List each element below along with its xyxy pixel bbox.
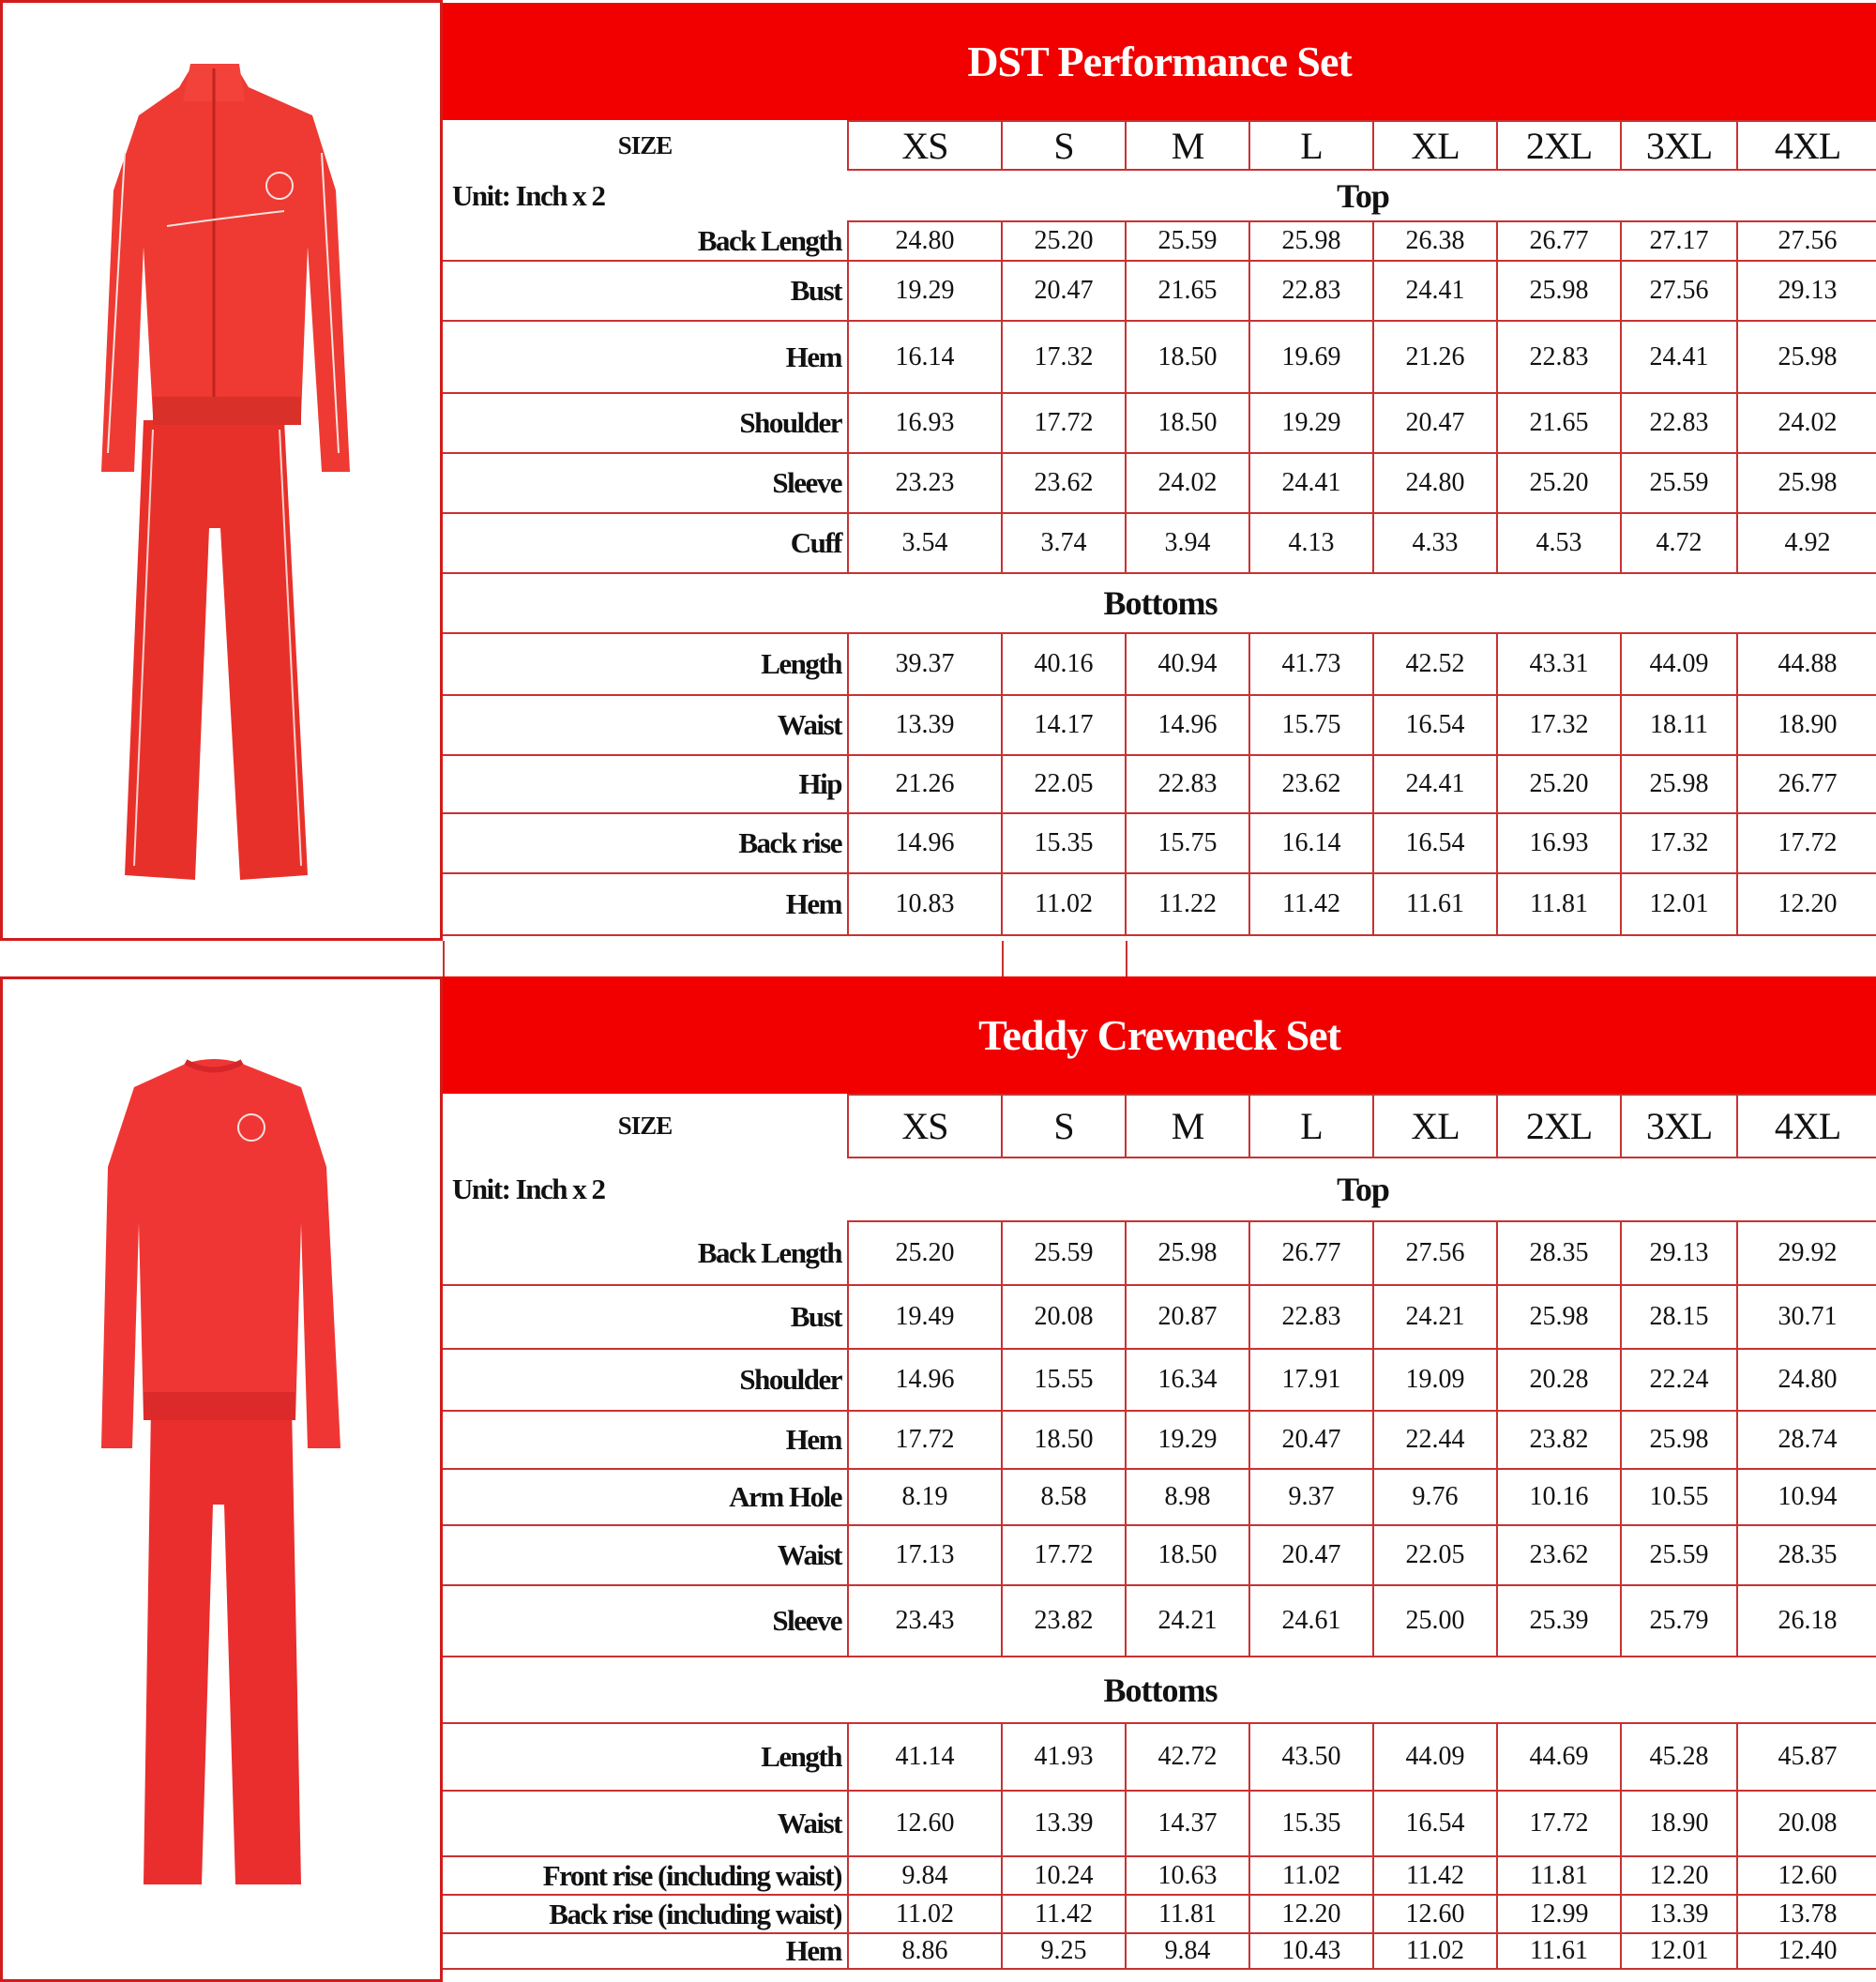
cell: 26.38 — [1373, 221, 1497, 261]
cell: 17.72 — [1002, 1525, 1126, 1585]
bottoms-section-label: Bottoms — [443, 1657, 1876, 1723]
cell: 40.94 — [1126, 633, 1249, 695]
cell: 25.59 — [1002, 1221, 1126, 1285]
cell: 17.72 — [1737, 813, 1876, 873]
size-xl: XL — [1373, 1095, 1497, 1157]
size-3xl: 3XL — [1621, 1095, 1737, 1157]
cell: 11.02 — [1249, 1856, 1373, 1895]
cell: 20.08 — [1737, 1791, 1876, 1856]
cell: 25.98 — [1621, 755, 1737, 813]
cell: 42.52 — [1373, 633, 1497, 695]
cell: 9.37 — [1249, 1469, 1373, 1525]
cell: 25.20 — [1497, 453, 1621, 513]
cell: 16.54 — [1373, 1791, 1497, 1856]
cell: 23.23 — [848, 453, 1002, 513]
table-row — [443, 321, 1876, 393]
cell: 22.83 — [1126, 755, 1249, 813]
cell: 13.39 — [848, 695, 1002, 755]
cell: 16.14 — [848, 321, 1002, 393]
cell: 28.35 — [1497, 1221, 1621, 1285]
table-row — [443, 1349, 1876, 1411]
cell: 4.72 — [1621, 513, 1737, 573]
table-row — [443, 1585, 1876, 1657]
cell: 40.16 — [1002, 633, 1126, 695]
cell: 19.09 — [1373, 1349, 1497, 1411]
table-row — [443, 1525, 1876, 1585]
cell: 11.02 — [848, 1895, 1002, 1933]
cell: 19.49 — [848, 1285, 1002, 1349]
cell: 22.05 — [1002, 755, 1126, 813]
size-m: M — [1126, 121, 1249, 170]
row-label: Back rise — [443, 813, 848, 873]
cell: 10.94 — [1737, 1469, 1876, 1525]
row-label: Back Length — [443, 221, 848, 261]
set-title: DST Performance Set — [443, 3, 1876, 120]
cell: 17.32 — [1621, 813, 1737, 873]
size-header-row — [443, 1095, 1876, 1157]
cell: 13.39 — [1002, 1791, 1126, 1856]
cell: 21.26 — [848, 755, 1002, 813]
cell: 12.20 — [1621, 1856, 1737, 1895]
cell: 12.40 — [1737, 1933, 1876, 1969]
cell: 15.35 — [1249, 1791, 1373, 1856]
cell: 11.81 — [1497, 873, 1621, 935]
row-label: Waist — [443, 695, 848, 755]
cell: 27.56 — [1373, 1221, 1497, 1285]
size-3xl: 3XL — [1621, 121, 1737, 170]
cell: 25.98 — [1621, 1411, 1737, 1469]
cell: 15.35 — [1002, 813, 1126, 873]
cell: 25.39 — [1497, 1585, 1621, 1657]
row-label: Bust — [443, 1285, 848, 1349]
cell: 28.74 — [1737, 1411, 1876, 1469]
cell: 16.93 — [1497, 813, 1621, 873]
cell: 11.81 — [1497, 1856, 1621, 1895]
cell: 24.02 — [1126, 453, 1249, 513]
cell: 11.22 — [1126, 873, 1249, 935]
cell: 17.32 — [1497, 695, 1621, 755]
row-label: Back Length — [443, 1221, 848, 1285]
cell: 24.02 — [1737, 393, 1876, 453]
cell: 18.50 — [1126, 1525, 1249, 1585]
size-l: L — [1249, 121, 1373, 170]
cell: 8.58 — [1002, 1469, 1126, 1525]
table-row — [443, 393, 1876, 453]
cell: 10.16 — [1497, 1469, 1621, 1525]
size-xs: XS — [848, 121, 1002, 170]
size-4xl: 4XL — [1737, 1095, 1876, 1157]
cell: 44.69 — [1497, 1723, 1621, 1791]
cell: 25.20 — [848, 1221, 1002, 1285]
row-label: Shoulder — [443, 1349, 848, 1411]
cell: 20.47 — [1249, 1411, 1373, 1469]
table-row — [443, 1856, 1876, 1895]
row-label: Hem — [443, 873, 848, 935]
cell: 11.02 — [1373, 1933, 1497, 1969]
cell: 17.32 — [1002, 321, 1126, 393]
table-row — [443, 1791, 1876, 1856]
cell: 20.28 — [1497, 1349, 1621, 1411]
cell: 28.15 — [1621, 1285, 1737, 1349]
table-row — [443, 755, 1876, 813]
cell: 25.98 — [1126, 1221, 1249, 1285]
cell: 9.76 — [1373, 1469, 1497, 1525]
row-label: Waist — [443, 1791, 848, 1856]
cell: 44.09 — [1373, 1723, 1497, 1791]
cell: 42.72 — [1126, 1723, 1249, 1791]
cell: 44.09 — [1621, 633, 1737, 695]
cell: 24.41 — [1373, 261, 1497, 321]
cell: 11.42 — [1373, 1856, 1497, 1895]
cell: 29.13 — [1737, 261, 1876, 321]
cell: 22.05 — [1373, 1525, 1497, 1585]
row-label: Arm Hole — [443, 1469, 848, 1525]
cell: 25.98 — [1737, 321, 1876, 393]
cell: 24.61 — [1249, 1585, 1373, 1657]
panel-divider — [443, 941, 1876, 976]
cell: 17.72 — [1497, 1791, 1621, 1856]
cell: 11.61 — [1373, 873, 1497, 935]
row-label: Hem — [443, 1411, 848, 1469]
cell: 20.47 — [1373, 393, 1497, 453]
table-row — [443, 1895, 1876, 1933]
cell: 24.80 — [1737, 1349, 1876, 1411]
cell: 11.02 — [1002, 873, 1126, 935]
table-row — [443, 221, 1876, 261]
cell: 26.77 — [1497, 221, 1621, 261]
cell: 11.81 — [1126, 1895, 1249, 1933]
size-2xl: 2XL — [1497, 121, 1621, 170]
track-suit-image — [3, 3, 440, 938]
cell: 18.50 — [1126, 393, 1249, 453]
table-row — [443, 513, 1876, 573]
cell: 14.96 — [848, 1349, 1002, 1411]
cell: 27.56 — [1737, 221, 1876, 261]
cell: 17.72 — [1002, 393, 1126, 453]
cell: 43.31 — [1497, 633, 1621, 695]
unit-label: Unit: Inch x 2 — [452, 1173, 605, 1205]
row-label: Shoulder — [443, 393, 848, 453]
cell: 10.63 — [1126, 1856, 1249, 1895]
cell: 8.19 — [848, 1469, 1002, 1525]
table-row — [443, 873, 1876, 935]
cell: 28.35 — [1737, 1525, 1876, 1585]
size-s: S — [1002, 121, 1126, 170]
cell: 29.13 — [1621, 1221, 1737, 1285]
top-section-row — [443, 1157, 1876, 1221]
cell: 9.25 — [1002, 1933, 1126, 1969]
cell: 23.62 — [1002, 453, 1126, 513]
cell: 41.73 — [1249, 633, 1373, 695]
unit-label: Unit: Inch x 2 — [452, 178, 605, 212]
cell: 24.41 — [1621, 321, 1737, 393]
cell: 12.20 — [1737, 873, 1876, 935]
row-label: Sleeve — [443, 1585, 848, 1657]
cell: 18.11 — [1621, 695, 1737, 755]
cell: 4.33 — [1373, 513, 1497, 573]
top-rows — [443, 1221, 1876, 1657]
table-row — [443, 1221, 1876, 1285]
cell: 18.50 — [1002, 1411, 1126, 1469]
cell: 17.13 — [848, 1525, 1002, 1585]
cell: 25.98 — [1249, 221, 1373, 261]
cell: 8.98 — [1126, 1469, 1249, 1525]
cell: 8.86 — [848, 1933, 1002, 1969]
cell: 18.90 — [1621, 1791, 1737, 1856]
cell: 21.26 — [1373, 321, 1497, 393]
cell: 12.60 — [1737, 1856, 1876, 1895]
cell: 12.60 — [848, 1791, 1002, 1856]
cell: 14.96 — [1126, 695, 1249, 755]
table-row — [443, 1411, 1876, 1469]
cell: 15.55 — [1002, 1349, 1126, 1411]
product-image-frame — [0, 976, 443, 1982]
cell: 4.92 — [1737, 513, 1876, 573]
bottoms-section-row — [443, 1657, 1876, 1723]
cell: 39.37 — [848, 633, 1002, 695]
cell: 25.79 — [1621, 1585, 1737, 1657]
table-row — [443, 633, 1876, 695]
cell: 14.17 — [1002, 695, 1126, 755]
cell: 27.56 — [1621, 261, 1737, 321]
cell: 27.17 — [1621, 221, 1737, 261]
cell: 26.18 — [1737, 1585, 1876, 1657]
sweater-set-image — [3, 979, 440, 1979]
cell: 15.75 — [1126, 813, 1249, 873]
top-section-label: Top — [848, 170, 1876, 221]
cell: 25.59 — [1621, 1525, 1737, 1585]
table-row — [443, 1723, 1876, 1791]
cell: 18.90 — [1737, 695, 1876, 755]
cell: 17.91 — [1249, 1349, 1373, 1411]
size-header-row — [443, 121, 1876, 170]
cell: 3.54 — [848, 513, 1002, 573]
cell: 10.43 — [1249, 1933, 1373, 1969]
top-section-label: Top — [848, 1157, 1876, 1221]
cell: 10.55 — [1621, 1469, 1737, 1525]
row-label: Length — [443, 633, 848, 695]
cell: 12.20 — [1249, 1895, 1373, 1933]
cell: 23.43 — [848, 1585, 1002, 1657]
cell: 18.50 — [1126, 321, 1249, 393]
cell: 25.00 — [1373, 1585, 1497, 1657]
cell: 25.98 — [1497, 1285, 1621, 1349]
size-4xl: 4XL — [1737, 121, 1876, 170]
cell: 11.42 — [1002, 1895, 1126, 1933]
cell: 12.99 — [1497, 1895, 1621, 1933]
cell: 4.53 — [1497, 513, 1621, 573]
cell: 24.21 — [1373, 1285, 1497, 1349]
cell: 24.41 — [1249, 453, 1373, 513]
cell: 44.88 — [1737, 633, 1876, 695]
cell: 26.77 — [1249, 1221, 1373, 1285]
cell: 21.65 — [1497, 393, 1621, 453]
set-title: Teddy Crewneck Set — [443, 976, 1876, 1094]
cell: 22.83 — [1621, 393, 1737, 453]
size-xl: XL — [1373, 121, 1497, 170]
teddy-crewneck-set-panel — [0, 976, 1876, 1982]
row-label: Length — [443, 1723, 848, 1791]
table-row — [443, 261, 1876, 321]
table-row — [443, 695, 1876, 755]
cell: 23.62 — [1497, 1525, 1621, 1585]
top-section-row — [443, 170, 1876, 221]
cell: 10.24 — [1002, 1856, 1126, 1895]
cell: 22.83 — [1249, 1285, 1373, 1349]
cell: 20.47 — [1002, 261, 1126, 321]
cell: 24.41 — [1373, 755, 1497, 813]
cell: 12.01 — [1621, 873, 1737, 935]
dst-performance-set-panel — [0, 0, 1876, 941]
cell: 25.20 — [1497, 755, 1621, 813]
cell: 25.98 — [1497, 261, 1621, 321]
cell: 26.77 — [1737, 755, 1876, 813]
cell: 16.93 — [848, 393, 1002, 453]
size-chart-table — [443, 1094, 1876, 1970]
size-xs: XS — [848, 1095, 1002, 1157]
cell: 19.69 — [1249, 321, 1373, 393]
cell: 25.98 — [1737, 453, 1876, 513]
bottoms-rows — [443, 633, 1876, 935]
cell: 11.61 — [1497, 1933, 1621, 1969]
top-rows — [443, 221, 1876, 573]
cell: 24.80 — [1373, 453, 1497, 513]
cell: 22.24 — [1621, 1349, 1737, 1411]
cell: 17.72 — [848, 1411, 1002, 1469]
row-label: Front rise (including waist) — [443, 1856, 848, 1895]
cell: 43.50 — [1249, 1723, 1373, 1791]
cell: 23.82 — [1002, 1585, 1126, 1657]
table-row — [443, 453, 1876, 513]
cell: 24.80 — [848, 221, 1002, 261]
row-label: Sleeve — [443, 453, 848, 513]
cell: 22.44 — [1373, 1411, 1497, 1469]
cell: 19.29 — [848, 261, 1002, 321]
cell: 23.82 — [1497, 1411, 1621, 1469]
table-row — [443, 1285, 1876, 1349]
cell: 24.21 — [1126, 1585, 1249, 1657]
product-image-frame — [0, 0, 443, 941]
table-row — [443, 1469, 1876, 1525]
cell: 45.28 — [1621, 1723, 1737, 1791]
row-label: Waist — [443, 1525, 848, 1585]
cell: 10.83 — [848, 873, 1002, 935]
size-l: L — [1249, 1095, 1373, 1157]
cell: 22.83 — [1497, 321, 1621, 393]
cell: 16.54 — [1373, 695, 1497, 755]
row-label: Hem — [443, 321, 848, 393]
bottoms-section-row — [443, 573, 1876, 633]
bottoms-rows — [443, 1723, 1876, 1969]
cell: 22.83 — [1249, 261, 1373, 321]
row-label: Bust — [443, 261, 848, 321]
size-chart-table — [443, 120, 1876, 936]
cell: 9.84 — [1126, 1933, 1249, 1969]
cell: 23.62 — [1249, 755, 1373, 813]
row-label: Hip — [443, 755, 848, 813]
cell: 9.84 — [848, 1856, 1002, 1895]
cell: 4.13 — [1249, 513, 1373, 573]
cell: 19.29 — [1249, 393, 1373, 453]
size-label: SIZE — [617, 1112, 673, 1140]
cell: 12.60 — [1373, 1895, 1497, 1933]
cell: 20.87 — [1126, 1285, 1249, 1349]
cell: 16.34 — [1126, 1349, 1249, 1411]
cell: 20.08 — [1002, 1285, 1126, 1349]
cell: 45.87 — [1737, 1723, 1876, 1791]
cell: 21.65 — [1126, 261, 1249, 321]
row-label: Cuff — [443, 513, 848, 573]
cell: 41.93 — [1002, 1723, 1126, 1791]
cell: 3.74 — [1002, 513, 1126, 573]
cell: 25.20 — [1002, 221, 1126, 261]
row-label: Back rise (including waist) — [443, 1895, 848, 1933]
cell: 11.42 — [1249, 873, 1373, 935]
cell: 13.78 — [1737, 1895, 1876, 1933]
cell: 41.14 — [848, 1723, 1002, 1791]
row-label: Hem — [443, 1933, 848, 1969]
cell: 14.96 — [848, 813, 1002, 873]
size-s: S — [1002, 1095, 1126, 1157]
cell: 29.92 — [1737, 1221, 1876, 1285]
cell: 14.37 — [1126, 1791, 1249, 1856]
cell: 12.01 — [1621, 1933, 1737, 1969]
bottoms-section-label: Bottoms — [443, 573, 1876, 633]
cell: 30.71 — [1737, 1285, 1876, 1349]
table-row — [443, 1933, 1876, 1969]
cell: 20.47 — [1249, 1525, 1373, 1585]
cell: 25.59 — [1621, 453, 1737, 513]
cell: 16.14 — [1249, 813, 1373, 873]
cell: 3.94 — [1126, 513, 1249, 573]
cell: 16.54 — [1373, 813, 1497, 873]
size-label: SIZE — [617, 130, 673, 159]
cell: 25.59 — [1126, 221, 1249, 261]
table-row — [443, 813, 1876, 873]
size-2xl: 2XL — [1497, 1095, 1621, 1157]
cell: 15.75 — [1249, 695, 1373, 755]
size-m: M — [1126, 1095, 1249, 1157]
cell: 19.29 — [1126, 1411, 1249, 1469]
cell: 13.39 — [1621, 1895, 1737, 1933]
